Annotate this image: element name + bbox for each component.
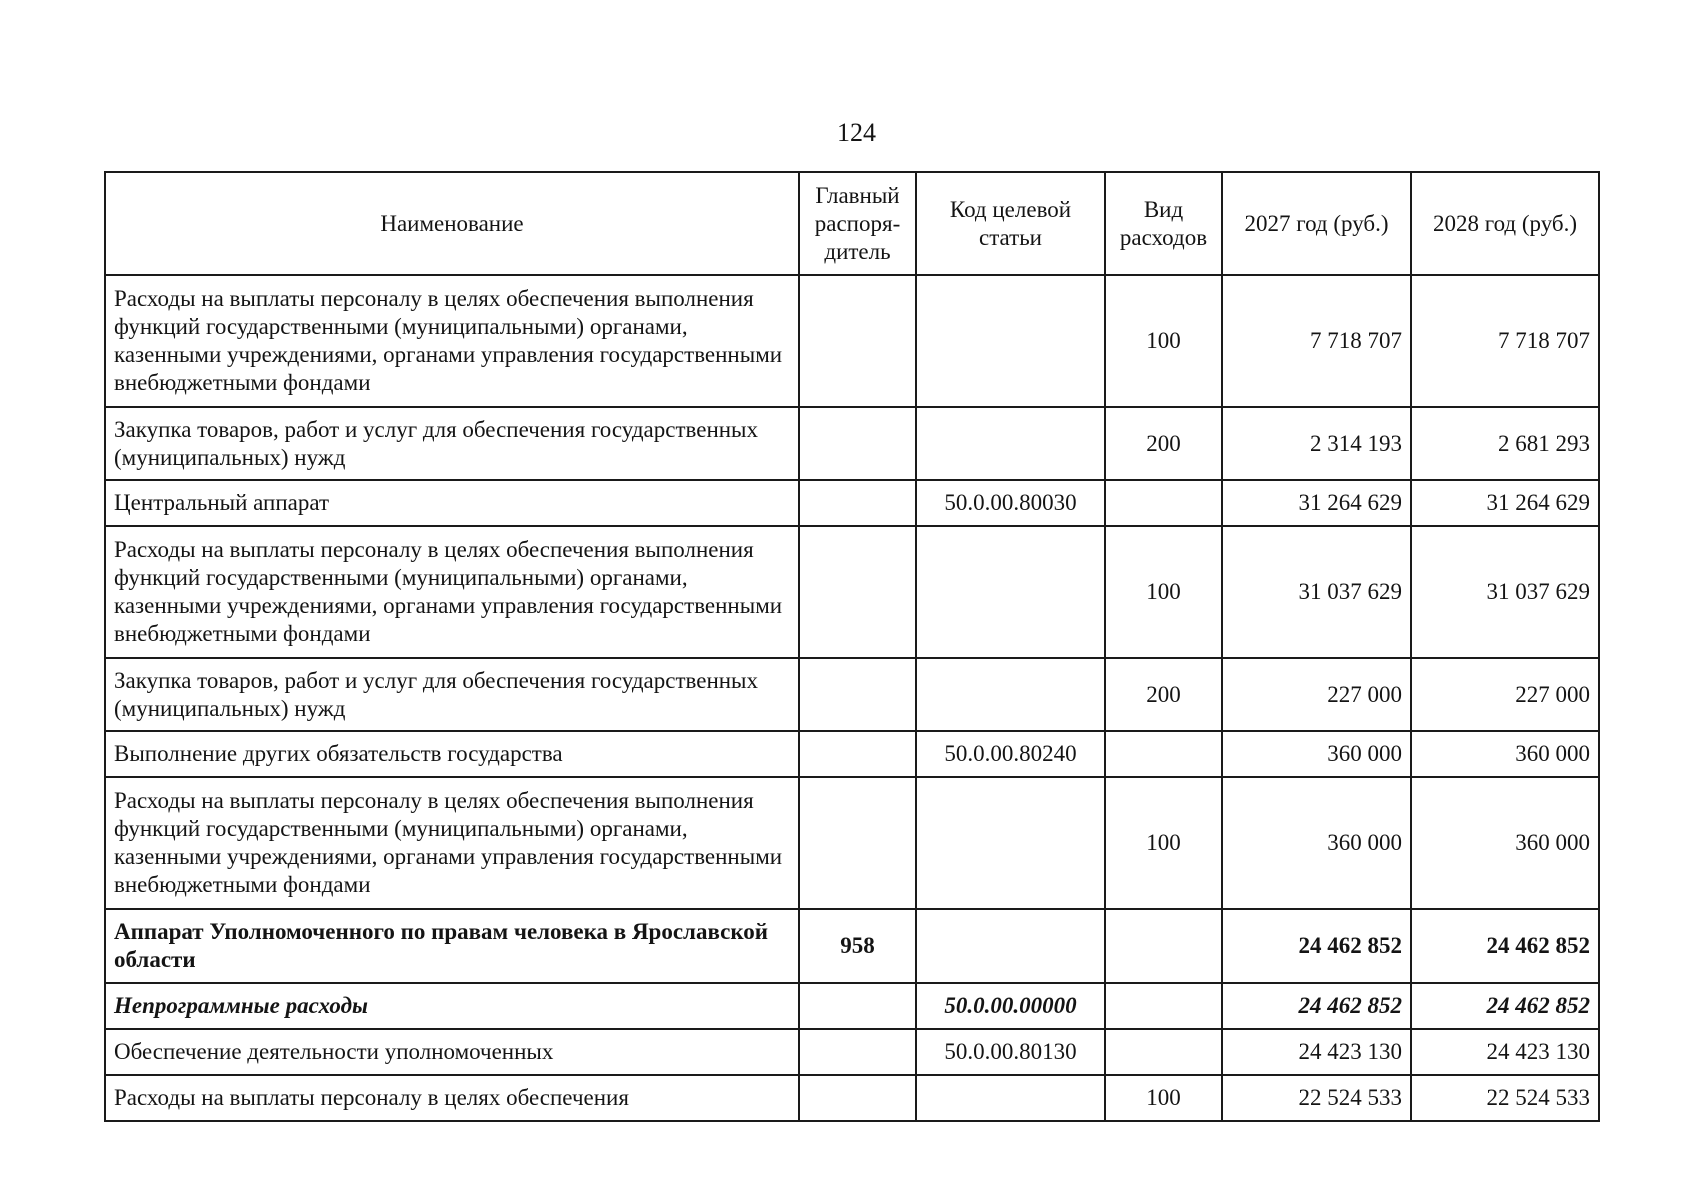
- row-name-cell: Закупка товаров, работ и услуг для обеспечения государственных (муниципальных) нужд: [105, 407, 799, 480]
- row-2027-cell: 360 000: [1222, 731, 1411, 777]
- row-kind-cell: 100: [1105, 526, 1222, 658]
- row-manager-cell: [799, 480, 916, 526]
- row-manager-cell: [799, 983, 916, 1029]
- row-kind-cell: [1105, 909, 1222, 983]
- row-kind-cell: [1105, 1029, 1222, 1075]
- row-2027-cell: 227 000: [1222, 658, 1411, 731]
- row-name-cell: Расходы на выплаты персоналу в целях обеспечения: [105, 1075, 799, 1121]
- row-2027-cell: 31 037 629: [1222, 526, 1411, 658]
- table-header-row: [105, 172, 1599, 275]
- table-row: [105, 1029, 1599, 1075]
- row-2028-cell: 227 000: [1411, 658, 1599, 731]
- table-row: [105, 983, 1599, 1029]
- header-name: Наименование: [105, 172, 799, 275]
- row-2028-cell: 360 000: [1411, 777, 1599, 909]
- table-row: [105, 909, 1599, 983]
- row-2028-cell: 31 264 629: [1411, 480, 1599, 526]
- row-manager-cell: [799, 658, 916, 731]
- table-row: [105, 731, 1599, 777]
- row-code-cell: 50.0.00.80130: [916, 1029, 1105, 1075]
- row-2027-cell: 22 524 533: [1222, 1075, 1411, 1121]
- row-code-cell: 50.0.00.80240: [916, 731, 1105, 777]
- row-2028-cell: 24 462 852: [1411, 909, 1599, 983]
- row-2028-cell: 7 718 707: [1411, 275, 1599, 407]
- header-manager: Главный распоря-дитель: [799, 172, 916, 275]
- row-2027-cell: 24 462 852: [1222, 983, 1411, 1029]
- row-manager-cell: [799, 526, 916, 658]
- row-kind-cell: [1105, 983, 1222, 1029]
- row-name-cell: Расходы на выплаты персоналу в целях обеспечения выполнения функций государственными (муниципальными) органами, казенными учреждениями, органами управления государственными внебюджетными фондами: [105, 777, 799, 909]
- row-code-cell: [916, 275, 1105, 407]
- table-row: [105, 777, 1599, 909]
- row-2027-cell: 2 314 193: [1222, 407, 1411, 480]
- row-kind-cell: 200: [1105, 407, 1222, 480]
- row-2028-cell: 31 037 629: [1411, 526, 1599, 658]
- table-row: [105, 480, 1599, 526]
- row-code-cell: [916, 1075, 1105, 1121]
- row-2028-cell: 22 524 533: [1411, 1075, 1599, 1121]
- table-row: [105, 275, 1599, 407]
- row-kind-cell: [1105, 731, 1222, 777]
- table-row: [105, 407, 1599, 480]
- row-kind-cell: 100: [1105, 1075, 1222, 1121]
- row-kind-cell: 100: [1105, 777, 1222, 909]
- row-name-cell: Непрограммные расходы: [105, 983, 799, 1029]
- row-manager-cell: [799, 1029, 916, 1075]
- row-manager-cell: [799, 731, 916, 777]
- row-2028-cell: 360 000: [1411, 731, 1599, 777]
- row-2027-cell: 31 264 629: [1222, 480, 1411, 526]
- row-name-cell: Центральный аппарат: [105, 480, 799, 526]
- row-2028-cell: 2 681 293: [1411, 407, 1599, 480]
- row-name-cell: Обеспечение деятельности уполномоченных: [105, 1029, 799, 1075]
- row-name-cell: Расходы на выплаты персоналу в целях обеспечения выполнения функций государственными (муниципальными) органами, казенными учреждениями, органами управления государственными внебюджетными фондами: [105, 275, 799, 407]
- row-2027-cell: 24 462 852: [1222, 909, 1411, 983]
- header-2027: 2027 год (руб.): [1222, 172, 1411, 275]
- row-code-cell: [916, 658, 1105, 731]
- header-2028: 2028 год (руб.): [1411, 172, 1599, 275]
- row-kind-cell: 200: [1105, 658, 1222, 731]
- row-name-cell: Закупка товаров, работ и услуг для обеспечения государственных (муниципальных) нужд: [105, 658, 799, 731]
- row-2027-cell: 360 000: [1222, 777, 1411, 909]
- row-kind-cell: [1105, 480, 1222, 526]
- row-code-cell: [916, 526, 1105, 658]
- budget-table: [104, 171, 1600, 1122]
- page-number: 124: [837, 118, 876, 147]
- row-manager-cell: [799, 777, 916, 909]
- table-row: [105, 1075, 1599, 1121]
- table-body: [105, 275, 1599, 1121]
- row-code-cell: [916, 407, 1105, 480]
- row-name-cell: Аппарат Уполномоченного по правам человека в Ярославской области: [105, 909, 799, 983]
- row-code-cell: 50.0.00.80030: [916, 480, 1105, 526]
- row-2028-cell: 24 462 852: [1411, 983, 1599, 1029]
- row-2027-cell: 7 718 707: [1222, 275, 1411, 407]
- row-manager-cell: [799, 275, 916, 407]
- row-manager-cell: 958: [799, 909, 916, 983]
- row-code-cell: 50.0.00.00000: [916, 983, 1105, 1029]
- row-code-cell: [916, 777, 1105, 909]
- row-manager-cell: [799, 407, 916, 480]
- row-2028-cell: 24 423 130: [1411, 1029, 1599, 1075]
- row-name-cell: Расходы на выплаты персоналу в целях обеспечения выполнения функций государственными (муниципальными) органами, казенными учреждениями, органами управления государственными внебюджетными фондами: [105, 526, 799, 658]
- table-row: [105, 658, 1599, 731]
- header-code: Код целевой статьи: [916, 172, 1105, 275]
- row-code-cell: [916, 909, 1105, 983]
- row-2027-cell: 24 423 130: [1222, 1029, 1411, 1075]
- row-name-cell: Выполнение других обязательств государства: [105, 731, 799, 777]
- header-kind: Вид расходов: [1105, 172, 1222, 275]
- row-manager-cell: [799, 1075, 916, 1121]
- table-row: [105, 526, 1599, 658]
- row-kind-cell: 100: [1105, 275, 1222, 407]
